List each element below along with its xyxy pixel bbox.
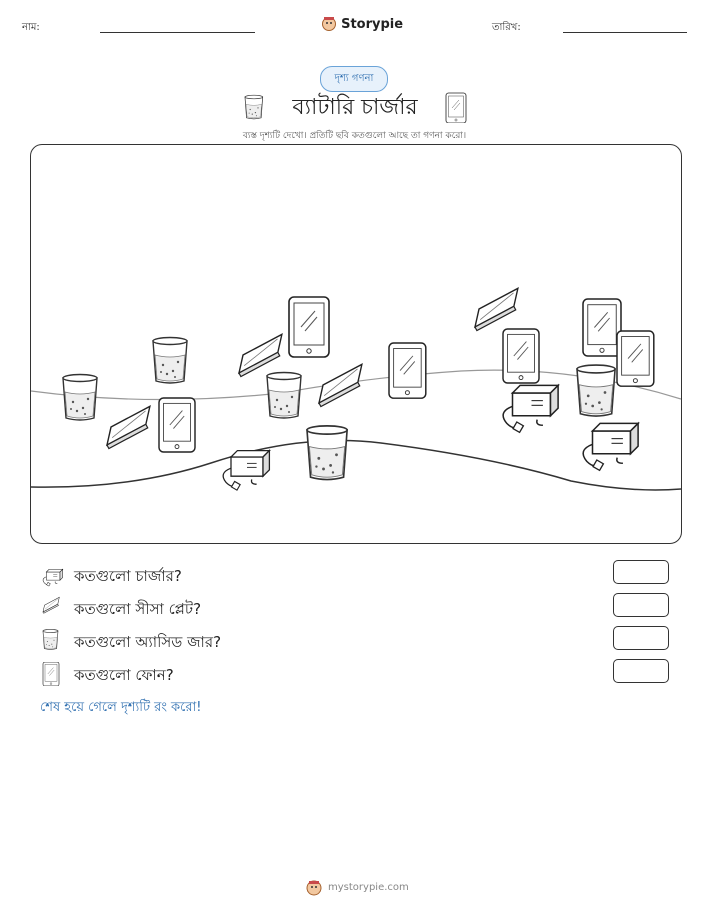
answer-box-phones[interactable] [613, 659, 669, 683]
plate-icon [40, 596, 66, 620]
jar-4 [307, 426, 347, 480]
footer-logo [306, 880, 322, 900]
jar-5 [577, 365, 615, 416]
jar-icon [40, 629, 66, 653]
title-jar-icon [243, 94, 265, 120]
plate-1 [100, 406, 158, 448]
title-phone-icon [444, 91, 470, 123]
phone-6 [617, 331, 654, 386]
category-badge: দৃশ্য গণনা [320, 66, 388, 92]
storypie-footer-icon [306, 880, 322, 896]
jar-2 [153, 338, 187, 384]
name-line[interactable] [100, 32, 255, 33]
charger-2 [503, 385, 558, 432]
phone-2 [389, 343, 426, 398]
brand-name: Storypie [341, 17, 404, 32]
question-jars [40, 629, 660, 653]
answer-box-jars[interactable] [613, 626, 669, 650]
coloring-note: শেষ হয়ে গেলে দৃশ্যটি রং করো! [40, 700, 202, 715]
answer-box-plates[interactable] [613, 593, 669, 617]
phone-1 [289, 297, 329, 357]
question-text: কতগুলো সীসা প্লেট? [74, 600, 202, 618]
scene-illustration [31, 145, 681, 543]
plate-4 [468, 288, 526, 330]
plate-3 [312, 364, 370, 406]
site-url[interactable]: mystorypie.com [328, 882, 409, 893]
question-text: কতগুলো অ্যাসিড জার? [74, 633, 222, 651]
name-label: নাম: [22, 22, 40, 33]
question-chargers [40, 563, 660, 587]
phone-4 [503, 329, 539, 383]
storypie-logo-icon [322, 16, 336, 32]
question-plates [40, 596, 660, 620]
phone-icon [40, 662, 66, 686]
instructions: ব্যস্ত দৃশ্যটি দেখো। প্রতিটি ছবি কতগুলো আছে তা গণনা করো। [242, 131, 467, 141]
jar-3 [267, 373, 301, 419]
date-label: তারিখ: [492, 22, 521, 33]
jar-1 [63, 375, 97, 421]
question-text: কতগুলো ফোন? [74, 666, 174, 684]
counting-scene [30, 144, 682, 544]
question-text: কতগুলো চার্জার? [74, 567, 182, 585]
answer-box-chargers[interactable] [613, 560, 669, 584]
phone-5 [583, 299, 621, 356]
brand-logo [322, 13, 403, 32]
date-line[interactable] [563, 32, 687, 33]
question-phones [40, 662, 660, 686]
phone-3 [159, 398, 195, 452]
page-title: ব্যাটারি চার্জার [292, 95, 418, 120]
charger-3 [583, 423, 638, 470]
charger-icon [40, 563, 66, 587]
front-hill-line [31, 441, 681, 491]
plate-2 [232, 334, 290, 376]
